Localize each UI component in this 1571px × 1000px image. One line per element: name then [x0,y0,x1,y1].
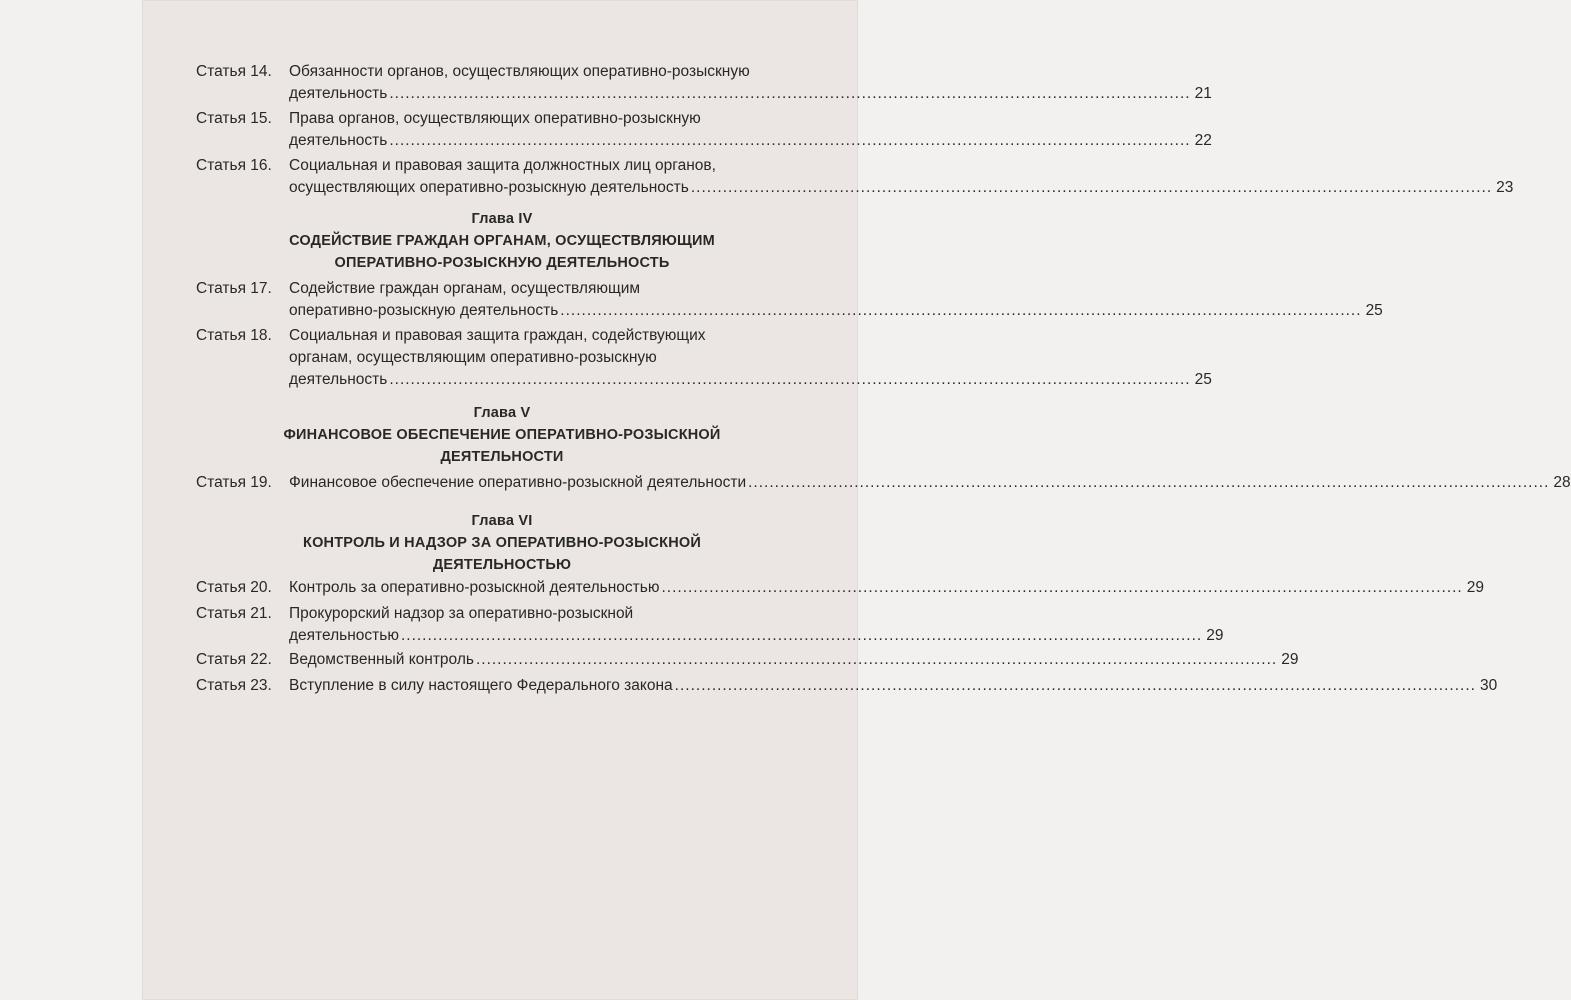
title-text: Ведомственный контроль [289,651,474,668]
title-line: Прокурорский надзор за оперативно-розыскной [289,605,634,622]
chapter-title-line: ДЕЯТЕЛЬНОСТЬЮ [432,557,572,573]
page-number: 23 [1496,179,1514,196]
title-last-line [289,649,1299,671]
article-title [289,325,1212,391]
article-number: Статья 15. [196,110,272,127]
title-last-line [289,577,1484,599]
title-text: Финансовое обеспечение оперативно-розыскной деятельности [289,474,747,491]
leader-dots: ....................................................................................................................................................... [475,651,1278,668]
title-last-line [289,300,1383,322]
page-number: 25 [1365,302,1383,319]
article-title [289,472,1571,494]
chapter-title-line: КОНТРОЛЬ И НАДЗОР ЗА ОПЕРАТИВНО-РОЗЫСКНОЙ [303,535,701,551]
leader-dots: ....................................................................................................................................................... [674,677,1476,694]
article-number: Статья 17. [196,280,272,297]
title-line: Социальная и правовая защита граждан, содействующих [289,327,706,344]
article-number: Статья 14. [196,63,272,80]
chapter-title-line: ОПЕРАТИВНО-РОЗЫСКНУЮ ДЕЯТЕЛЬНОСТЬ [334,255,670,271]
article-number: Статья 16. [196,157,272,174]
article-number: Статья 21. [196,605,272,622]
article-number: Статья 23. [196,677,272,694]
chapter-heading-6 [262,510,742,576]
chapter-title-line: ДЕЯТЕЛЬНОСТИ [440,449,564,465]
title-last-line [289,369,1212,391]
article-title [289,278,1383,322]
title-last-line [289,675,1498,697]
leader-dots: ....................................................................................................................................................... [389,85,1191,102]
title-text: оперативно-розыскную деятельность [289,302,559,319]
leader-dots: ....................................................................................................................................................... [389,132,1191,149]
article-number: Статья 19. [196,474,272,491]
title-text: Вступление в силу настоящего Федерального закона [289,677,673,694]
article-title [289,675,1498,697]
article-number: Статья 18. [196,327,272,344]
title-last-line [289,177,1514,199]
title-line: Права органов, осуществляющих оперативно-розыскную [289,110,701,127]
page-number: 25 [1194,371,1212,388]
chapter-heading-5 [262,402,742,468]
page-number: 29 [1281,651,1299,668]
leader-dots: ....................................................................................................................................................... [690,179,1493,196]
title-last-line [289,625,1224,647]
page-number: 29 [1206,627,1224,644]
page-number: 22 [1194,132,1212,149]
article-title [289,649,1299,671]
page-number: 30 [1479,677,1498,694]
title-line: органам, осуществляющим оперативно-розыскную [289,349,657,366]
title-last-line [289,83,1212,105]
chapter-number: Глава V [473,405,531,421]
chapter-title-line: СОДЕЙСТВИЕ ГРАЖДАН ОРГАНАМ, ОСУЩЕСТВЛЯЮЩИМ [289,233,715,249]
leader-dots: ....................................................................................................................................................... [400,627,1203,644]
leader-dots: ....................................................................................................................................................... [560,302,1362,319]
title-line: Содействие граждан органам, осуществляющим [289,280,641,297]
title-text: деятельностью [289,627,399,644]
title-line: Социальная и правовая защита должностных лиц органов, [289,157,716,174]
title-line: Обязанности органов, осуществляющих оперативно-розыскную [289,63,750,80]
page-number: 21 [1194,85,1212,102]
leader-dots: ....................................................................................................................................................... [661,579,1463,596]
article-number: Статья 20. [196,579,272,596]
article-title [289,603,1224,647]
title-text: осуществляющих оперативно-розыскную деятельность [289,179,689,196]
title-last-line [289,130,1212,152]
article-title [289,155,1514,199]
chapter-title-line: ФИНАНСОВОЕ ОБЕСПЕЧЕНИЕ ОПЕРАТИВНО-РОЗЫСКНОЙ [283,427,721,443]
chapter-number: Глава VI [471,513,533,529]
article-title [289,61,1212,105]
title-last-line [289,472,1571,494]
title-text: деятельность [289,132,388,149]
chapter-heading-4 [262,208,742,274]
article-title [289,108,1212,152]
leader-dots: ....................................................................................................................................................... [748,474,1550,491]
chapter-number: Глава IV [471,211,533,227]
leader-dots: ....................................................................................................................................................... [389,371,1191,388]
page-number: 29 [1466,579,1484,596]
title-text: деятельность [289,85,388,102]
page-number: 28 [1553,474,1571,491]
article-number: Статья 22. [196,651,272,668]
title-text: деятельность [289,371,388,388]
title-text: Контроль за оперативно-розыскной деятельностью [289,579,660,596]
article-title [289,577,1484,599]
